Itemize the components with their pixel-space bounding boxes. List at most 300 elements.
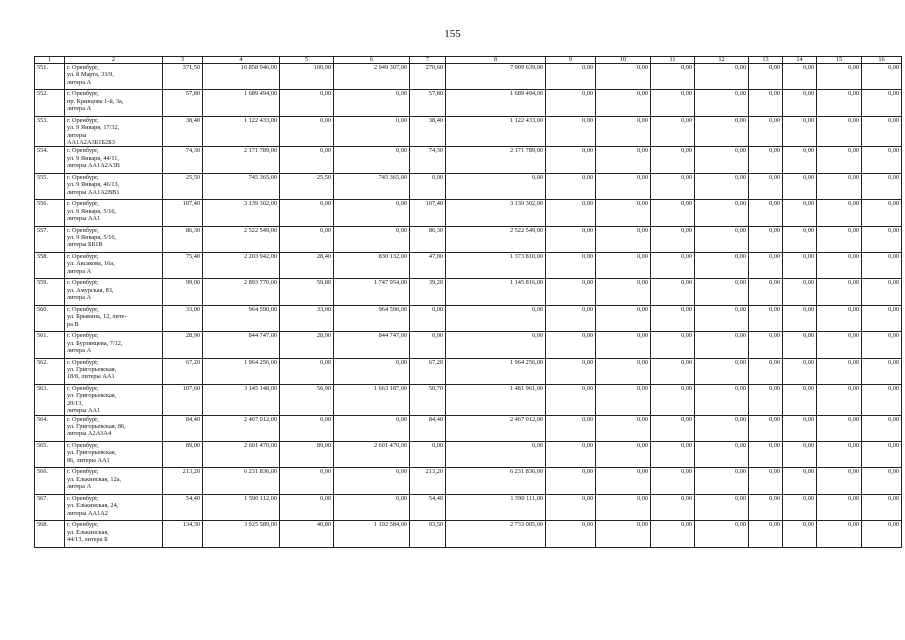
address-line: г. Оренбург, xyxy=(67,305,99,313)
column-header: 3 xyxy=(163,57,203,64)
address-cell xyxy=(65,173,163,199)
value-cell: 0,00 xyxy=(596,252,651,278)
value-cell: 0,00 xyxy=(817,226,862,252)
value-cell: 0,00 xyxy=(280,494,334,520)
column-header: 14 xyxy=(783,57,817,64)
value-cell: 0,00 xyxy=(862,332,902,358)
address-line: литера А xyxy=(67,78,92,86)
value-cell: 2 893 770,00 xyxy=(203,279,280,305)
value-cell: 0,00 xyxy=(546,279,596,305)
row-number: 558. xyxy=(35,252,65,278)
column-header: 5 xyxy=(280,57,334,64)
value-cell: 0,00 xyxy=(334,415,410,441)
value-cell: 1 964 256,00 xyxy=(446,358,546,384)
address-line: г. Оренбург, xyxy=(67,494,99,502)
value-cell: 0,00 xyxy=(546,384,596,415)
value-cell: 0,00 xyxy=(783,252,817,278)
column-header: 6 xyxy=(334,57,410,64)
value-cell: 0,00 xyxy=(280,226,334,252)
row-number: 564. xyxy=(35,415,65,441)
value-cell: 0,00 xyxy=(749,358,783,384)
value-cell: 0,00 xyxy=(817,521,862,547)
address-line: литеры АА1А2ВВ1 xyxy=(67,188,120,196)
value-cell: 0,00 xyxy=(546,90,596,116)
address-line: 20/13, xyxy=(67,399,83,407)
value-cell: 54,40 xyxy=(410,494,446,520)
value-cell: 0,00 xyxy=(446,173,546,199)
value-cell: 0,00 xyxy=(817,64,862,90)
value-cell: 0,00 xyxy=(783,226,817,252)
table-row xyxy=(35,332,902,358)
value-cell: 6 231 836,00 xyxy=(203,468,280,494)
value-cell: 0,00 xyxy=(695,147,749,173)
value-cell: 107,40 xyxy=(163,200,203,226)
value-cell: 0,00 xyxy=(862,90,902,116)
value-cell: 964 590,00 xyxy=(334,305,410,331)
value-cell: 0,00 xyxy=(651,200,695,226)
value-cell: 0,00 xyxy=(596,200,651,226)
column-header: 7 xyxy=(410,57,446,64)
value-cell: 0,00 xyxy=(783,441,817,467)
value-cell: 844 747,00 xyxy=(334,332,410,358)
value-cell: 0,00 xyxy=(817,200,862,226)
address-line: литеры xyxy=(67,131,87,139)
value-cell: 0,00 xyxy=(783,200,817,226)
value-cell: 1 689 494,00 xyxy=(203,90,280,116)
value-cell: 134,30 xyxy=(163,521,203,547)
value-cell: 0,00 xyxy=(410,305,446,331)
value-cell: 0,00 xyxy=(749,226,783,252)
row-number: 562. xyxy=(35,358,65,384)
row-number: 554. xyxy=(35,147,65,173)
address-line: пр. Кривцова 1-й, 3а, xyxy=(67,97,124,105)
address-line: г. Оренбург, xyxy=(67,358,99,366)
table-row xyxy=(35,90,902,116)
value-cell: 2 733 005,00 xyxy=(446,521,546,547)
value-cell: 28,90 xyxy=(163,332,203,358)
value-cell: 2 467 012,00 xyxy=(446,415,546,441)
address-line: ул. Григорьевская, xyxy=(67,449,117,457)
address-line: г. Оренбург, xyxy=(67,441,99,449)
value-cell: 0,00 xyxy=(651,358,695,384)
value-cell: 0,00 xyxy=(596,64,651,90)
address-line: г. Оренбург, xyxy=(67,468,99,476)
value-cell: 0,00 xyxy=(862,521,902,547)
column-header: 13 xyxy=(749,57,783,64)
property-register-table xyxy=(34,56,902,548)
value-cell: 0,00 xyxy=(651,468,695,494)
value-cell: 3 139 302,00 xyxy=(446,200,546,226)
address-line: литеры АА1А2 xyxy=(67,509,108,517)
value-cell: 0,00 xyxy=(817,415,862,441)
value-cell: 3 145 148,00 xyxy=(203,384,280,415)
value-cell: 0,00 xyxy=(596,332,651,358)
value-cell: 0,00 xyxy=(546,305,596,331)
value-cell: 0,00 xyxy=(651,441,695,467)
row-number: 557. xyxy=(35,226,65,252)
value-cell: 0,00 xyxy=(783,468,817,494)
address-line: ул. 9 Января, 44/11, xyxy=(67,154,120,162)
value-cell: 33,00 xyxy=(280,305,334,331)
value-cell: 0,00 xyxy=(783,147,817,173)
value-cell: 0,00 xyxy=(695,252,749,278)
address-cell xyxy=(65,415,163,441)
value-cell: 0,00 xyxy=(817,173,862,199)
address-line: ул. Елькинская, xyxy=(67,528,109,536)
value-cell: 0,00 xyxy=(410,173,446,199)
value-cell: 74,30 xyxy=(163,147,203,173)
value-cell: 2 522 549,00 xyxy=(203,226,280,252)
address-cell xyxy=(65,252,163,278)
address-cell xyxy=(65,90,163,116)
value-cell: 0,00 xyxy=(546,64,596,90)
column-header: 2 xyxy=(65,57,163,64)
value-cell: 0,00 xyxy=(695,441,749,467)
value-cell: 830 132,00 xyxy=(334,252,410,278)
address-cell xyxy=(65,441,163,467)
value-cell: 7 909 639,00 xyxy=(446,64,546,90)
address-line: г. Оренбург, xyxy=(67,384,99,392)
address-line: ул. 8 Марта, 33/9, xyxy=(67,71,114,79)
value-cell: 0,00 xyxy=(280,358,334,384)
value-cell: 0,00 xyxy=(862,147,902,173)
value-cell: 0,00 xyxy=(446,305,546,331)
value-cell: 0,00 xyxy=(817,116,862,147)
value-cell: 0,00 xyxy=(410,332,446,358)
value-cell: 1 192 584,00 xyxy=(334,521,410,547)
address-cell xyxy=(65,64,163,90)
page-number: 155 xyxy=(444,28,461,40)
row-number: 563. xyxy=(35,384,65,415)
value-cell: 25,50 xyxy=(280,173,334,199)
table-row xyxy=(35,468,902,494)
value-cell: 25,50 xyxy=(163,173,203,199)
table-row xyxy=(35,279,902,305)
value-cell: 0,00 xyxy=(817,305,862,331)
value-cell: 3 925 589,00 xyxy=(203,521,280,547)
value-cell: 84,40 xyxy=(410,415,446,441)
value-cell: 0,00 xyxy=(862,279,902,305)
value-cell: 1 373 810,00 xyxy=(446,252,546,278)
value-cell: 0,00 xyxy=(749,200,783,226)
value-cell: 0,00 xyxy=(783,358,817,384)
value-cell: 10 858 946,00 xyxy=(203,64,280,90)
value-cell: 0,00 xyxy=(546,441,596,467)
value-cell: 0,00 xyxy=(280,468,334,494)
row-number: 567. xyxy=(35,494,65,520)
value-cell: 1 590 111,00 xyxy=(446,494,546,520)
value-cell: 86,30 xyxy=(410,226,446,252)
value-cell: 0,00 xyxy=(783,64,817,90)
value-cell: 0,00 xyxy=(695,358,749,384)
table-row xyxy=(35,200,902,226)
address-line: литера А xyxy=(67,483,92,491)
row-number: 552. xyxy=(35,90,65,116)
address-line: 44/13, литера Б xyxy=(67,535,108,543)
value-cell: 2 601 470,00 xyxy=(334,441,410,467)
value-cell: 56,90 xyxy=(280,384,334,415)
address-line: ул. Амурская, 83, xyxy=(67,286,114,294)
value-cell: 0,00 xyxy=(334,116,410,147)
table-row xyxy=(35,305,902,331)
value-cell: 2 171 789,00 xyxy=(446,147,546,173)
address-line: литеры АА1А2А3В xyxy=(67,162,120,170)
address-line: ул. 9 Января, 17/32, xyxy=(67,124,120,132)
address-cell xyxy=(65,279,163,305)
value-cell: 0,00 xyxy=(749,173,783,199)
value-cell: 0,00 xyxy=(749,305,783,331)
address-line: ул. Григорьевская, 86, xyxy=(67,422,126,430)
column-header: 16 xyxy=(862,57,902,64)
value-cell: 0,00 xyxy=(546,173,596,199)
value-cell: 0,00 xyxy=(280,200,334,226)
value-cell: 50,70 xyxy=(410,384,446,415)
value-cell: 0,00 xyxy=(334,90,410,116)
value-cell: 0,00 xyxy=(695,90,749,116)
value-cell: 1 590 112,00 xyxy=(203,494,280,520)
value-cell: 0,00 xyxy=(596,468,651,494)
value-cell: 0,00 xyxy=(695,384,749,415)
value-cell: 0,00 xyxy=(749,332,783,358)
value-cell: 0,00 xyxy=(749,521,783,547)
value-cell: 0,00 xyxy=(596,90,651,116)
table-row xyxy=(35,252,902,278)
value-cell: 0,00 xyxy=(596,147,651,173)
value-cell: 2 203 942,00 xyxy=(203,252,280,278)
value-cell: 40,80 xyxy=(280,521,334,547)
address-cell xyxy=(65,384,163,415)
value-cell: 0,00 xyxy=(783,173,817,199)
row-number: 560. xyxy=(35,305,65,331)
value-cell: 0,00 xyxy=(783,415,817,441)
value-cell: 0,00 xyxy=(817,358,862,384)
value-cell: 745 365,00 xyxy=(334,173,410,199)
value-cell: 0,00 xyxy=(651,332,695,358)
table-row xyxy=(35,226,902,252)
value-cell: 0,00 xyxy=(783,90,817,116)
value-cell: 0,00 xyxy=(862,226,902,252)
value-cell: 0,00 xyxy=(783,305,817,331)
value-cell: 0,00 xyxy=(817,494,862,520)
value-cell: 0,00 xyxy=(334,226,410,252)
address-line: ра В xyxy=(67,320,79,328)
value-cell: 0,00 xyxy=(596,415,651,441)
value-cell: 54,40 xyxy=(163,494,203,520)
table-row xyxy=(35,358,902,384)
address-cell xyxy=(65,468,163,494)
row-number: 566. xyxy=(35,468,65,494)
value-cell: 0,00 xyxy=(817,279,862,305)
row-number: 556. xyxy=(35,200,65,226)
value-cell: 0,00 xyxy=(862,494,902,520)
value-cell: 0,00 xyxy=(546,332,596,358)
address-line: г. Оренбург, xyxy=(67,415,99,423)
value-cell: 2 601 470,00 xyxy=(203,441,280,467)
value-cell: 0,00 xyxy=(280,116,334,147)
address-line: ул. Елькинская, 24, xyxy=(67,502,119,510)
address-line: литеры АА1 xyxy=(67,407,101,415)
value-cell: 93,50 xyxy=(410,521,446,547)
column-header: 10 xyxy=(596,57,651,64)
value-cell: 74,30 xyxy=(410,147,446,173)
value-cell: 213,20 xyxy=(410,468,446,494)
value-cell: 0,00 xyxy=(546,147,596,173)
value-cell: 2 171 789,00 xyxy=(203,147,280,173)
row-number: 559. xyxy=(35,279,65,305)
column-header: 8 xyxy=(446,57,546,64)
table-row xyxy=(35,173,902,199)
value-cell: 0,00 xyxy=(695,64,749,90)
row-number: 568. xyxy=(35,521,65,547)
address-line: г. Оренбург, xyxy=(67,226,99,234)
value-cell: 28,90 xyxy=(280,332,334,358)
address-line: ул. Елькинская, 12а, xyxy=(67,475,122,483)
value-cell: 0,00 xyxy=(817,147,862,173)
address-line: литера А xyxy=(67,267,92,275)
table-row xyxy=(35,64,902,90)
value-cell: 0,00 xyxy=(862,64,902,90)
address-line: ул. Григорьевская, xyxy=(67,365,117,373)
address-line: г. Оренбург, xyxy=(67,173,99,181)
address-line: литера А xyxy=(67,294,92,302)
value-cell: 964 590,00 xyxy=(203,305,280,331)
column-header: 9 xyxy=(546,57,596,64)
table-row xyxy=(35,147,902,173)
value-cell: 38,40 xyxy=(163,116,203,147)
address-line: г. Оренбург, xyxy=(67,252,99,260)
value-cell: 1 747 954,00 xyxy=(334,279,410,305)
address-cell xyxy=(65,116,163,147)
value-cell: 270,60 xyxy=(410,64,446,90)
value-cell: 0,00 xyxy=(862,415,902,441)
value-cell: 0,00 xyxy=(546,494,596,520)
value-cell: 0,00 xyxy=(783,521,817,547)
column-header: 1 xyxy=(35,57,65,64)
address-line: литера А xyxy=(67,346,92,354)
address-cell xyxy=(65,200,163,226)
value-cell: 371,50 xyxy=(163,64,203,90)
address-line: г. Оренбург, xyxy=(67,521,99,529)
value-cell: 67,20 xyxy=(163,358,203,384)
value-cell: 1 481 961,00 xyxy=(446,384,546,415)
value-cell: 0,00 xyxy=(749,468,783,494)
value-cell: 57,80 xyxy=(410,90,446,116)
value-cell: 0,00 xyxy=(651,384,695,415)
value-cell: 0,00 xyxy=(596,305,651,331)
value-cell: 0,00 xyxy=(862,200,902,226)
value-cell: 0,00 xyxy=(862,468,902,494)
value-cell: 0,00 xyxy=(546,468,596,494)
address-cell xyxy=(65,332,163,358)
address-line: г. Оренбург, xyxy=(67,116,99,124)
address-cell xyxy=(65,147,163,173)
value-cell: 0,00 xyxy=(546,200,596,226)
value-cell: 0,00 xyxy=(817,90,862,116)
value-cell: 0,00 xyxy=(596,279,651,305)
value-cell: 0,00 xyxy=(546,226,596,252)
value-cell: 107,40 xyxy=(410,200,446,226)
value-cell: 0,00 xyxy=(817,332,862,358)
value-cell: 0,00 xyxy=(651,415,695,441)
value-cell: 0,00 xyxy=(651,521,695,547)
row-number: 553. xyxy=(35,116,65,147)
value-cell: 0,00 xyxy=(695,279,749,305)
value-cell: 1 689 494,00 xyxy=(446,90,546,116)
address-line: ул. Григорьевская, xyxy=(67,392,117,400)
address-line: литеры ББ1В xyxy=(67,241,103,249)
address-line: литера А xyxy=(67,105,92,113)
value-cell: 0,00 xyxy=(651,252,695,278)
value-cell: 0,00 xyxy=(410,441,446,467)
value-cell: 0,00 xyxy=(280,415,334,441)
value-cell: 38,40 xyxy=(410,116,446,147)
value-cell: 0,00 xyxy=(749,494,783,520)
value-cell: 1 964 256,00 xyxy=(203,358,280,384)
value-cell: 0,00 xyxy=(651,279,695,305)
value-cell: 2 522 549,00 xyxy=(446,226,546,252)
value-cell: 0,00 xyxy=(651,90,695,116)
value-cell: 0,00 xyxy=(862,441,902,467)
value-cell: 0,00 xyxy=(280,147,334,173)
value-cell: 39,20 xyxy=(410,279,446,305)
value-cell: 0,00 xyxy=(651,226,695,252)
value-cell: 0,00 xyxy=(596,116,651,147)
value-cell: 844 747,00 xyxy=(203,332,280,358)
value-cell: 0,00 xyxy=(783,384,817,415)
value-cell: 0,00 xyxy=(817,441,862,467)
value-cell: 0,00 xyxy=(695,305,749,331)
value-cell: 0,00 xyxy=(817,384,862,415)
table-row xyxy=(35,494,902,520)
value-cell: 0,00 xyxy=(651,305,695,331)
address-cell xyxy=(65,494,163,520)
value-cell: 28,40 xyxy=(280,252,334,278)
value-cell: 0,00 xyxy=(546,521,596,547)
column-header: 15 xyxy=(817,57,862,64)
address-line: г. Оренбург, xyxy=(67,64,99,71)
address-line: г. Оренбург, xyxy=(67,332,99,340)
value-cell: 0,00 xyxy=(596,441,651,467)
value-cell: 0,00 xyxy=(596,521,651,547)
value-cell: 0,00 xyxy=(783,494,817,520)
value-cell: 1 663 187,00 xyxy=(334,384,410,415)
value-cell: 0,00 xyxy=(749,116,783,147)
address-line: г. Оренбург, xyxy=(67,90,99,98)
address-line: АА1А2А3Б1Б2Б3 xyxy=(67,139,115,146)
address-line: ул. 9 Января, 5/16, xyxy=(67,207,117,215)
value-cell: 0,00 xyxy=(651,64,695,90)
value-cell: 99,00 xyxy=(163,279,203,305)
address-line: ул. Бурзянцева, 7/12, xyxy=(67,339,123,347)
value-cell: 0,00 xyxy=(596,358,651,384)
table-row xyxy=(35,415,902,441)
value-cell: 33,00 xyxy=(163,305,203,331)
value-cell: 0,00 xyxy=(749,147,783,173)
address-line: 86, литеры АА1 xyxy=(67,456,110,464)
value-cell: 0,00 xyxy=(651,494,695,520)
value-cell: 0,00 xyxy=(446,332,546,358)
value-cell: 0,00 xyxy=(596,173,651,199)
value-cell: 0,00 xyxy=(546,116,596,147)
value-cell: 0,00 xyxy=(817,468,862,494)
address-cell xyxy=(65,305,163,331)
value-cell: 0,00 xyxy=(862,252,902,278)
value-cell: 0,00 xyxy=(749,64,783,90)
row-number: 561. xyxy=(35,332,65,358)
value-cell: 0,00 xyxy=(749,279,783,305)
address-line: 18/8, литеры АА1 xyxy=(67,373,115,381)
address-line: г. Оренбург, xyxy=(67,200,99,208)
